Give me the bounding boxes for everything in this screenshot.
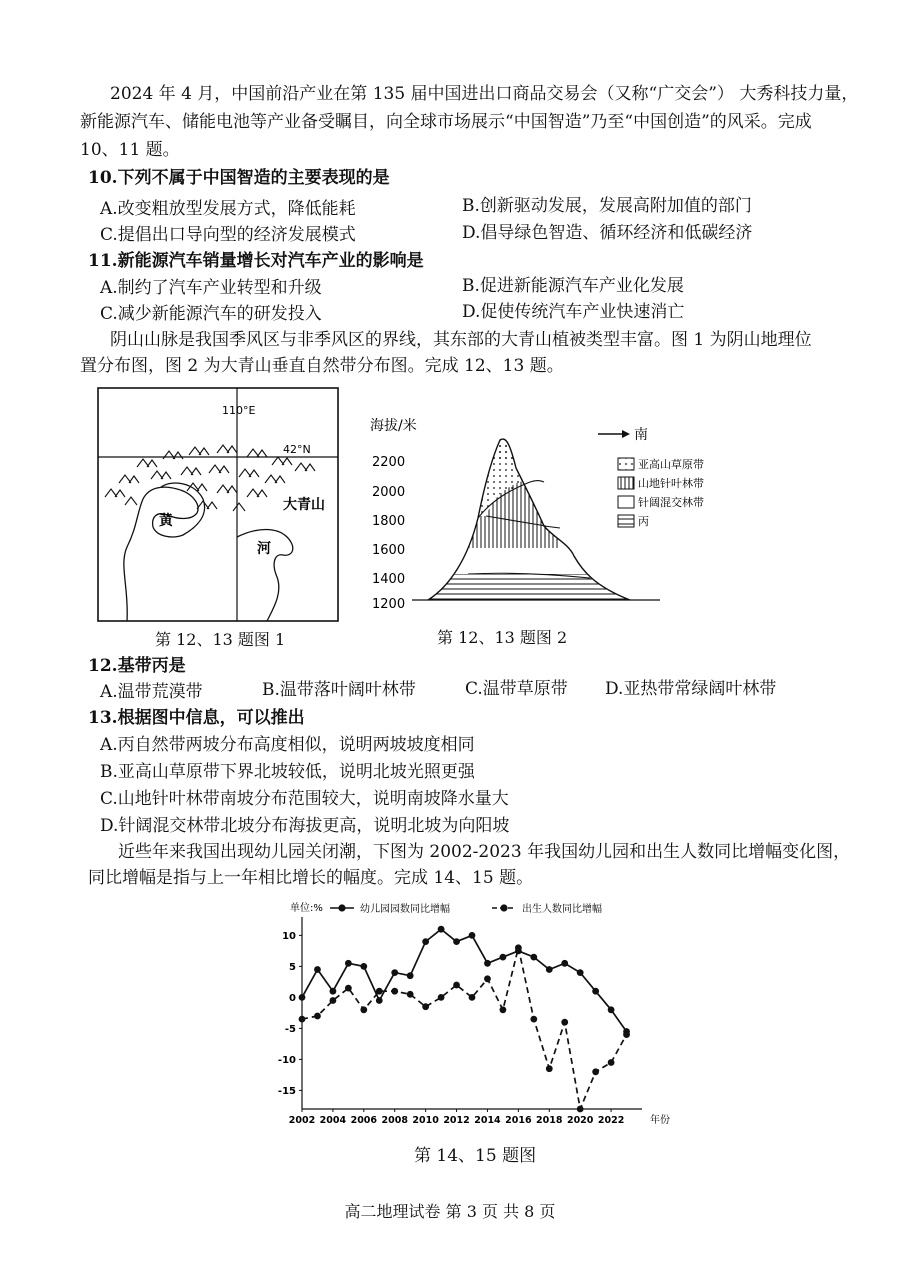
birth-data-point	[530, 1016, 537, 1023]
q10-stem: 10.下列不属于中国智造的主要表现的是	[88, 168, 390, 188]
q13-option-b[interactable]: B.亚高山草原带下界北坡较低，说明北坡光照更强	[100, 762, 475, 782]
legend-coniferous-forest: 山地针叶林带	[638, 477, 704, 490]
kindergarten-data-point	[422, 938, 429, 945]
chart-x-tick-label: 2020	[566, 1115, 594, 1126]
longitude-label: 110°E	[222, 404, 256, 417]
birth-data-point	[592, 1068, 599, 1075]
chart-x-tick-label: 2004	[319, 1115, 347, 1126]
kindergarten-data-point	[546, 966, 553, 973]
birth-data-point	[376, 988, 383, 995]
daqingshan-label: 大青山	[283, 497, 325, 513]
yinshan-location-map	[97, 387, 339, 623]
birth-data-point	[546, 1065, 553, 1072]
fig3-caption: 第 14、15 题图	[414, 1146, 537, 1166]
legend-bing: 丙	[638, 515, 649, 528]
kindergarten-data-point	[376, 997, 383, 1004]
page-footer: 高二地理试卷 第 3 页 共 8 页	[344, 1202, 556, 1221]
passage1-line3: 10、11 题。	[80, 140, 180, 160]
legend-subalpine-steppe: 亚高山草原带	[638, 458, 704, 471]
birth-data-point	[438, 994, 445, 1001]
birth-data-point	[453, 982, 460, 989]
q13-option-a[interactable]: A.丙自然带两坡分布高度相似，说明两坡坡度相同	[100, 735, 475, 755]
kindergarten-data-point	[592, 988, 599, 995]
legend-births: 出生人数同比增幅	[522, 904, 602, 915]
birth-data-point	[577, 1106, 584, 1113]
kindergarten-data-point	[561, 960, 568, 967]
birth-data-point	[360, 1006, 367, 1013]
q13-option-d[interactable]: D.针阔混交林带北坡分布海拔更高，说明北坡为向阳坡	[100, 816, 510, 836]
q10-option-d[interactable]: D.倡导绿色智造、循环经济和低碳经济	[462, 223, 753, 243]
q12-option-b[interactable]: B.温带落叶阔叶林带	[262, 680, 416, 700]
river-label-he: 河	[257, 541, 271, 557]
kindergarten-data-point	[500, 954, 507, 961]
birth-data-point	[422, 1003, 429, 1010]
passage2-line2: 置分布图，图 2 为大青山垂直自然带分布图。完成 12、13 题。	[80, 356, 564, 376]
fig2-caption: 第 12、13 题图 2	[437, 628, 568, 647]
kindergarten-data-point	[407, 972, 414, 979]
chart-x-tick-label: 2016	[505, 1115, 532, 1126]
fig2-direction-label: 南	[634, 427, 648, 443]
legend-kindergarten: 幼儿园园数同比增幅	[360, 904, 450, 915]
passage3-line1: 近些年来我国出现幼儿园关闭潮，下图为 2002-2023 年我国幼儿园和出生人数同比增幅变化图，	[118, 842, 851, 862]
q12-option-a[interactable]: A.温带荒漠带	[100, 682, 203, 702]
chart-x-tick-label: 2012	[443, 1115, 470, 1126]
q12-option-c[interactable]: C.温带草原带	[465, 679, 568, 699]
birth-data-point	[500, 1006, 507, 1013]
kindergarten-data-point	[330, 988, 337, 995]
chart-y-tick-label: -5	[284, 1023, 296, 1035]
legend-mixed-forest: 针阔混交林带	[638, 496, 704, 509]
fig2-yticks	[372, 455, 405, 612]
kindergarten-data-point	[438, 926, 445, 933]
fig1-caption: 第 12、13 题图 1	[155, 630, 286, 649]
kindergarten-data-point	[453, 938, 460, 945]
chart-xlabel: 年份	[650, 1115, 670, 1126]
chart-ylabel: 单位:%	[290, 903, 323, 914]
birth-data-point	[608, 1059, 615, 1066]
kindergarten-growth-line	[302, 929, 627, 1031]
passage1-line1: 2024 年 4 月，中国前沿产业在第 135 届中国进出口商品交易会（又称“广交会”） 大秀科技力量，	[110, 84, 859, 104]
q11-option-a[interactable]: A.制约了汽车产业转型和升级	[100, 278, 322, 298]
fig2-legend	[618, 457, 704, 528]
chart-y-tick-label: 5	[289, 961, 296, 973]
birth-data-point	[561, 1019, 568, 1026]
q11-stem: 11.新能源汽车销量增长对汽车产业的影响是	[88, 251, 424, 271]
fig2-ytick: 2000	[372, 485, 406, 500]
q12-stem: 12.基带丙是	[88, 656, 186, 676]
kindergarten-data-point	[360, 963, 367, 970]
q13-stem: 13.根据图中信息，可以推出	[88, 708, 305, 728]
q11-option-d[interactable]: D.促使传统汽车产业快速消亡	[462, 302, 685, 322]
birth-data-point	[623, 1031, 630, 1038]
daqingshan-vertical-zone-chart	[360, 408, 704, 616]
birth-data-point	[299, 1016, 306, 1023]
q11-option-c[interactable]: C.减少新能源汽车的研发投入	[100, 304, 322, 324]
chart-legend	[330, 902, 602, 915]
chart-y-tick-label: 10	[282, 930, 296, 942]
birth-data-point	[515, 944, 522, 951]
q11-option-b[interactable]: B.促进新能源汽车产业化发展	[462, 276, 684, 296]
chart-y-tick-label: -15	[277, 1085, 296, 1097]
kindergarten-data-point	[345, 960, 352, 967]
chart-x-tick-label: 2022	[597, 1115, 625, 1126]
q10-option-c[interactable]: C.提倡出口导向型的经济发展模式	[100, 225, 356, 245]
kindergarten-birth-growth-chart	[270, 895, 690, 1135]
birth-data-point	[345, 985, 352, 992]
passage3-line2: 同比增幅是指与上一年相比增长的幅度。完成 14、15 题。	[88, 868, 534, 888]
birth-data-point	[391, 988, 398, 995]
chart-y-tick-label: 0	[289, 992, 296, 1004]
fig2-ytick: 1600	[372, 543, 406, 558]
kindergarten-data-point	[391, 969, 398, 976]
chart-x-tick-label: 2014	[474, 1115, 501, 1126]
fig2-ytick: 1400	[372, 572, 406, 587]
q10-option-a[interactable]: A.改变粗放型发展方式，降低能耗	[100, 199, 356, 219]
kindergarten-data-point	[608, 1006, 615, 1013]
birth-data-point	[407, 991, 414, 998]
fig2-ytick: 2200	[372, 455, 406, 470]
kindergarten-data-point	[299, 994, 306, 1001]
chart-x-tick-label: 2010	[412, 1115, 439, 1126]
birth-data-point	[330, 997, 337, 1004]
birth-data-point	[484, 975, 491, 982]
passage2-line1: 阴山山脉是我国季风区与非季风区的界线，其东部的大青山植被类型丰富。图 1 为阴山地理位	[110, 330, 812, 350]
river-label-huang: 黄	[159, 513, 173, 529]
chart-y-tick-label: -10	[277, 1054, 296, 1066]
chart-x-tick-label: 2006	[350, 1115, 378, 1126]
fig2-ytick: 1200	[372, 597, 406, 612]
chart-x-tick-label: 2002	[288, 1115, 316, 1126]
passage1-line2: 新能源汽车、储能电池等产业备受瞩目，向全球市场展示“中国智造”乃至“中国创造”的风采。完成	[80, 112, 812, 132]
q10-option-b[interactable]: B.创新驱动发展，发展高附加值的部门	[462, 196, 752, 216]
kindergarten-data-point	[484, 960, 491, 967]
birth-data-point	[314, 1013, 321, 1020]
kindergarten-data-point	[577, 969, 584, 976]
q13-option-c[interactable]: C.山地针叶林带南坡分布范围较大，说明南坡降水量大	[100, 789, 509, 809]
fig2-ytick: 1800	[372, 514, 406, 529]
birth-data-point	[469, 994, 476, 1001]
fig2-ylabel: 海拔/米	[370, 418, 417, 434]
kindergarten-data-point	[314, 966, 321, 973]
chart-x-tick-label: 2018	[536, 1115, 563, 1126]
kindergarten-data-point	[530, 954, 537, 961]
chart-x-tick-label: 2008	[381, 1115, 408, 1126]
kindergarten-data-point	[469, 932, 476, 939]
latitude-label: 42°N	[283, 443, 311, 456]
q12-option-d[interactable]: D.亚热带常绿阔叶林带	[605, 679, 777, 699]
